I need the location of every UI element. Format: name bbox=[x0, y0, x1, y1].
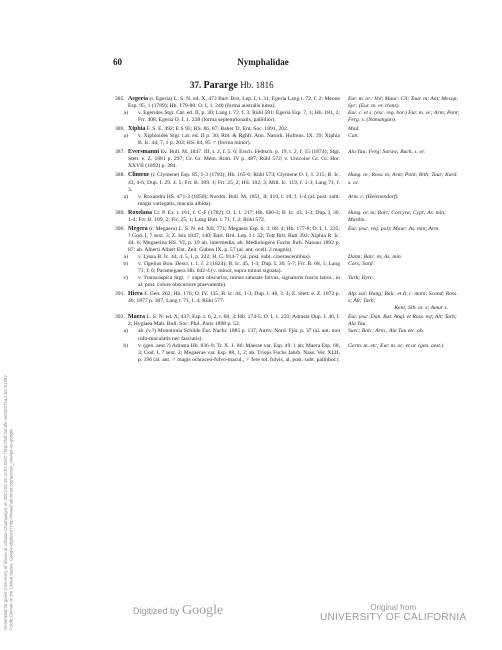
entry-number: 385. bbox=[115, 96, 125, 102]
entry-distribution: Can. bbox=[348, 133, 359, 140]
subspecies-entry bbox=[115, 328, 460, 342]
species-name: Climene bbox=[128, 172, 150, 179]
entry-references: v. Lyssa B. Ic. 44, 4. 5, I, p. 222; H. G. 914-7 (al. post. subt. cinerascentibus). bbox=[138, 253, 312, 260]
subspecies-entry bbox=[115, 133, 460, 147]
entry-description bbox=[128, 261, 340, 275]
entry-description bbox=[128, 110, 340, 124]
genus-heading bbox=[190, 80, 390, 93]
species-entry bbox=[115, 149, 460, 170]
subspecies-entry bbox=[115, 275, 460, 289]
entry-description bbox=[128, 210, 340, 224]
entry-references: F. S. E. 492; E S 95; HS. 86, 87; Baker Tr. Ent. Soc. 1891, 202. bbox=[146, 126, 289, 133]
entry-references: ab. (v.?) Monotonia Schilde Ent. Nachr. 1885 p. 137; Auriv. Nord. Fjär. p. 37 (al. ant. non rufo-maculatis nec fasciatis). bbox=[138, 328, 340, 342]
species-entry bbox=[115, 96, 460, 110]
entry-description bbox=[128, 96, 340, 110]
entry-distribution: Hung. or. m; Balc; Corcyra; Cypr; As. min; Mardin. bbox=[348, 209, 446, 223]
entry-description bbox=[128, 291, 340, 305]
entry-distribution: Mad. bbox=[348, 126, 360, 133]
entry-number: 389. bbox=[115, 209, 125, 216]
entry-description bbox=[128, 149, 340, 170]
species-entry bbox=[115, 314, 460, 328]
university-name: UNIVERSITY OF CALIFORNIA bbox=[320, 612, 467, 623]
species-name: Roxelana bbox=[128, 209, 152, 216]
original-from-label: Original from bbox=[370, 603, 417, 612]
distribution-continuation: Kent; Sib. or. s; Amur s. bbox=[394, 305, 448, 312]
entry-number: a) bbox=[123, 328, 128, 335]
entry-references: v. Tigelius Bon. Descr. t. 1, f. 2 (1824); B. Ic. 45, 1-3; Dup. I. 30, 5-7; Frr. B. 68, 1; Lang 71, f. 6; Paramegaera Hb. 842-4 (v. minor, supra minus signata). bbox=[138, 261, 340, 275]
entry-number: a) bbox=[123, 110, 128, 117]
subspecies-entry bbox=[115, 343, 460, 364]
entry-description bbox=[128, 172, 340, 193]
entry-description bbox=[128, 314, 340, 328]
entry-number: b) bbox=[123, 342, 128, 349]
entry-distribution: Suec; Balc; Arm., Ala Tau etc. ab. bbox=[348, 328, 425, 335]
entry-references: (r. Megaera) L. S. N. ed. XII, 771; Megaera Esp. 6, 3; 68. 4; Hb. 177-8; O. I, 1. 235; ? God. I, 7 sext. 3; Z. Isis 1847, 140; Barr. Brit. Lep. I t. 32; Tutt Brit. Butt 392; Xiphia R. Ic. 44. 6; Megaerina HS. VI, p. 19 ab. intermedia; ab. Mediolugens Fuchs Jhrb. Nassau 1892 p. 87; ab. Alberti Albert Ent. Zeit. Guben IX, p. 57 (al. ant. ocell. 2 magnis). bbox=[128, 225, 340, 253]
entry-description bbox=[128, 275, 340, 289]
entry-references: L. S. N. ed. X, 437; Esp. t. 6, 2, t. 68, 3; Hb. 174-5; O. I, 1. 231; Adrasta Dup. I. 46, I. 2; Hyglaea Mab. Bull. Soc. Phil. Paris 1898 p. 53. bbox=[128, 314, 340, 328]
entry-distribution: Germ. m. etc; Eur. m. oc. et or. (gen. aest.). bbox=[348, 342, 445, 349]
subspecies-entry bbox=[115, 194, 460, 208]
entry-references: v. (gen. aest.?) Adrasta Hb. 836-9; Tr. X. 1. 86; Maerae var. Esp. 49, 1 ab; Maera Esp. 68, 3; God. I, 7 sext. 2; Megaerae var. Esp. 88, 1, 2; ab. Triops Fuchs Jahrb. Nass. Ver. XLII, p. 196 (al. ant. ♂ magis ochraceo-fulvo-macul., ♀ fere tot. fulvis, al. post. subt. pallidior.). bbox=[138, 342, 340, 363]
entry-number: 392. bbox=[115, 314, 125, 321]
entry-distribution: Eur. m. or.: Vol; Maur; Cil; Taur. m; Ant; Mesop; Syr; (Eur. m. or. trans). bbox=[348, 96, 459, 110]
entry-distribution: Cors; Sard. bbox=[348, 261, 374, 268]
species-name: Hiera bbox=[128, 291, 143, 298]
side-copyright-notice bbox=[3, 330, 25, 630]
digitized-prefix: Digitized by bbox=[133, 606, 180, 616]
page-number: 60 bbox=[113, 57, 122, 67]
page-header bbox=[113, 57, 413, 71]
entry-number: b) bbox=[123, 261, 128, 268]
entry-description bbox=[128, 194, 340, 208]
entry-distribution: Hung. or; Ross. m; Arm; Pont; Bith; Taur; Kurd. s. oc. bbox=[348, 172, 458, 186]
entry-number: c) bbox=[123, 275, 128, 282]
entry-description bbox=[128, 328, 340, 342]
entry-number: 386. bbox=[115, 126, 125, 133]
entry-distribution: Eur. (exc. reg. pol); Maur; As. min; Arm. bbox=[348, 225, 440, 232]
entry-references: v. Roxandra HS. 471-3 (1850); Nordm. Bull. M. 1851, II, 410, t. 10, f. 1-4 (al. post. subt. magis variegatis, macula albida). bbox=[138, 193, 340, 207]
entry-number: a) bbox=[123, 133, 128, 140]
entry-distribution: Ala Tau; Ferg; Saraw; Buch. s. or. bbox=[348, 149, 426, 156]
entry-distribution: Turk; Hyrc. bbox=[348, 275, 374, 282]
entry-references: v. Egerides Stgr. Cat. ed. II, p. 30; Lang t. 72. f. 3; Rühl 581; Egeria Esp. 7, 1; Hb. 181, 2; Frr. 408; Egeria O. I, 1. 238 (forma septentrionalis, pallidior). bbox=[138, 110, 340, 124]
entry-distribution: Dalm; Balc. m; As. min. bbox=[348, 253, 403, 260]
entry-references: Cr. P. Ex. t. 161, f. C-F (1782); O. I, 1. 217; Hb. 680-3; B. Ic. 43, 1-3; Dup. I, 30, 1-4; Frr. B. 109, 2; Frr. 25, 1; Lang Butt. t. 71, f. 2; Rühl 572. bbox=[128, 209, 341, 223]
entry-description bbox=[128, 254, 340, 261]
entry-references: (r. Clymene) Esp. 85, 1-3 (1783); Hb. 165-6; Rühl 573; Clymene O. I, 1. 215; B. Ic. 43, 4-6; Dup. I. 29. 4. 5; Frr. B. 109. 1; Frr. 25, 2; HS. 102, 3; Mill. Ic. 119, f. 1-3; Lang 71, f. 3. bbox=[128, 172, 341, 193]
species-name: Eversmanni bbox=[128, 149, 160, 156]
entry-description bbox=[128, 226, 340, 254]
entry-description bbox=[128, 343, 340, 364]
entry-distribution: Alp. val; Hung; Balc. et It. c. mont; Scand; Ross. s; Alt; Tarb; bbox=[348, 291, 458, 305]
google-logo: Google bbox=[182, 603, 224, 618]
species-name: Aegeria bbox=[128, 96, 148, 102]
digitized-by-google-watermark bbox=[133, 603, 223, 619]
original-source-watermark bbox=[320, 603, 466, 623]
entry-references: (r. Egeria) L. S. N. ed. X, 473 Barr. Brit. Lep. I, t. 31; Egeria Lang t. 72, f. 2; Meone Esp. 95, 1 (1789); Hb. 179-80: O. I, 1. 240 (forma australis lutea). bbox=[128, 96, 340, 110]
entry-references: v. Xiphioides Stgr. t.at. ed. II p. 30; Rbl. & Rghfr. Ann. Naturh. Hofmus. IX. 39; Xiphia B. Ic. 44, 7, 1 p. 203; HS. 84, 85 ♂ (forma minor). bbox=[138, 133, 340, 147]
species-name: Xiphia bbox=[128, 126, 146, 133]
entry-references: Ev. Bull. M. 1847. III, t. 2, f. 5. 6; Ersch. Fedtsch. p. 19, t. 2, f. 15 (1874); Stgr. Stett. e. Z. 1881 p. 297; Gr. Gr. Mém. Rom. IV p. 487; Rühl 572; v. Unicolor Gr. Gr. Hor. XXVII (1892) p. 384. bbox=[128, 149, 340, 170]
entry-number: 390. bbox=[115, 225, 125, 232]
species-entry bbox=[115, 226, 460, 254]
entry-distribution: Eur. c. et s. (exc. reg. bor.) Eur. m. oc; Arm; Pont; Ferg. s. (Namangan). bbox=[348, 110, 460, 124]
species-name: Maera bbox=[128, 314, 145, 321]
entry-distribution: Arm. c. (Helenendorf). bbox=[348, 193, 399, 200]
genus-name: Pararge bbox=[203, 80, 238, 91]
species-entry bbox=[115, 172, 460, 193]
side-notice-line-2: Public Domain in the United States, Google-digitized / http://www.hathitrust.org/access_use#pd-us-google bbox=[8, 429, 14, 630]
species-entry bbox=[115, 210, 460, 224]
genus-author: Hb. 1816 bbox=[240, 80, 274, 90]
entry-distribution: Eur. (exc. Dan. Bat. Angl. et Ross. m); Alt; Tarb; Ala Tau. bbox=[348, 314, 457, 328]
subspecies-entry bbox=[115, 261, 460, 275]
species-entry bbox=[115, 291, 460, 305]
entry-number: 391. bbox=[115, 291, 125, 298]
subspecies-entry bbox=[115, 254, 460, 261]
entry-references: F. Gen. 262; Hb. 176; O. IV. 135; B. Ic. 44, 1-3; Dup. I. 46, 3. 4; Z. Stett. e. Z. 1872 p. 46; 1877 p. 307; Lang t. 71, f. 4; Rühl 577. bbox=[128, 291, 340, 305]
side-notice-line-1: Generated for guest (University of Illinois at Urbana-Champaign) on 2021-01-18 14:07 GMT / http://hdl.handle.net/2027/uc1.b3751982 bbox=[3, 375, 8, 630]
entry-number: 388. bbox=[115, 172, 125, 179]
entry-number: a) bbox=[123, 253, 128, 260]
entry-references: v. Transcaspica Stgr. ♂ supra obscurior, minus saturate fulvus, signaturis fuscis latior., in al. post. colore obscuriore praevalente). bbox=[138, 275, 340, 289]
species-name: Megera bbox=[128, 225, 148, 232]
species-list bbox=[115, 96, 460, 364]
genus-number: 37. bbox=[190, 80, 202, 90]
entry-number: a) bbox=[123, 193, 128, 200]
entry-number: 387. bbox=[115, 149, 125, 156]
running-head: Nymphalidae bbox=[237, 57, 289, 67]
entry-description bbox=[128, 133, 340, 147]
subspecies-entry bbox=[115, 110, 460, 124]
